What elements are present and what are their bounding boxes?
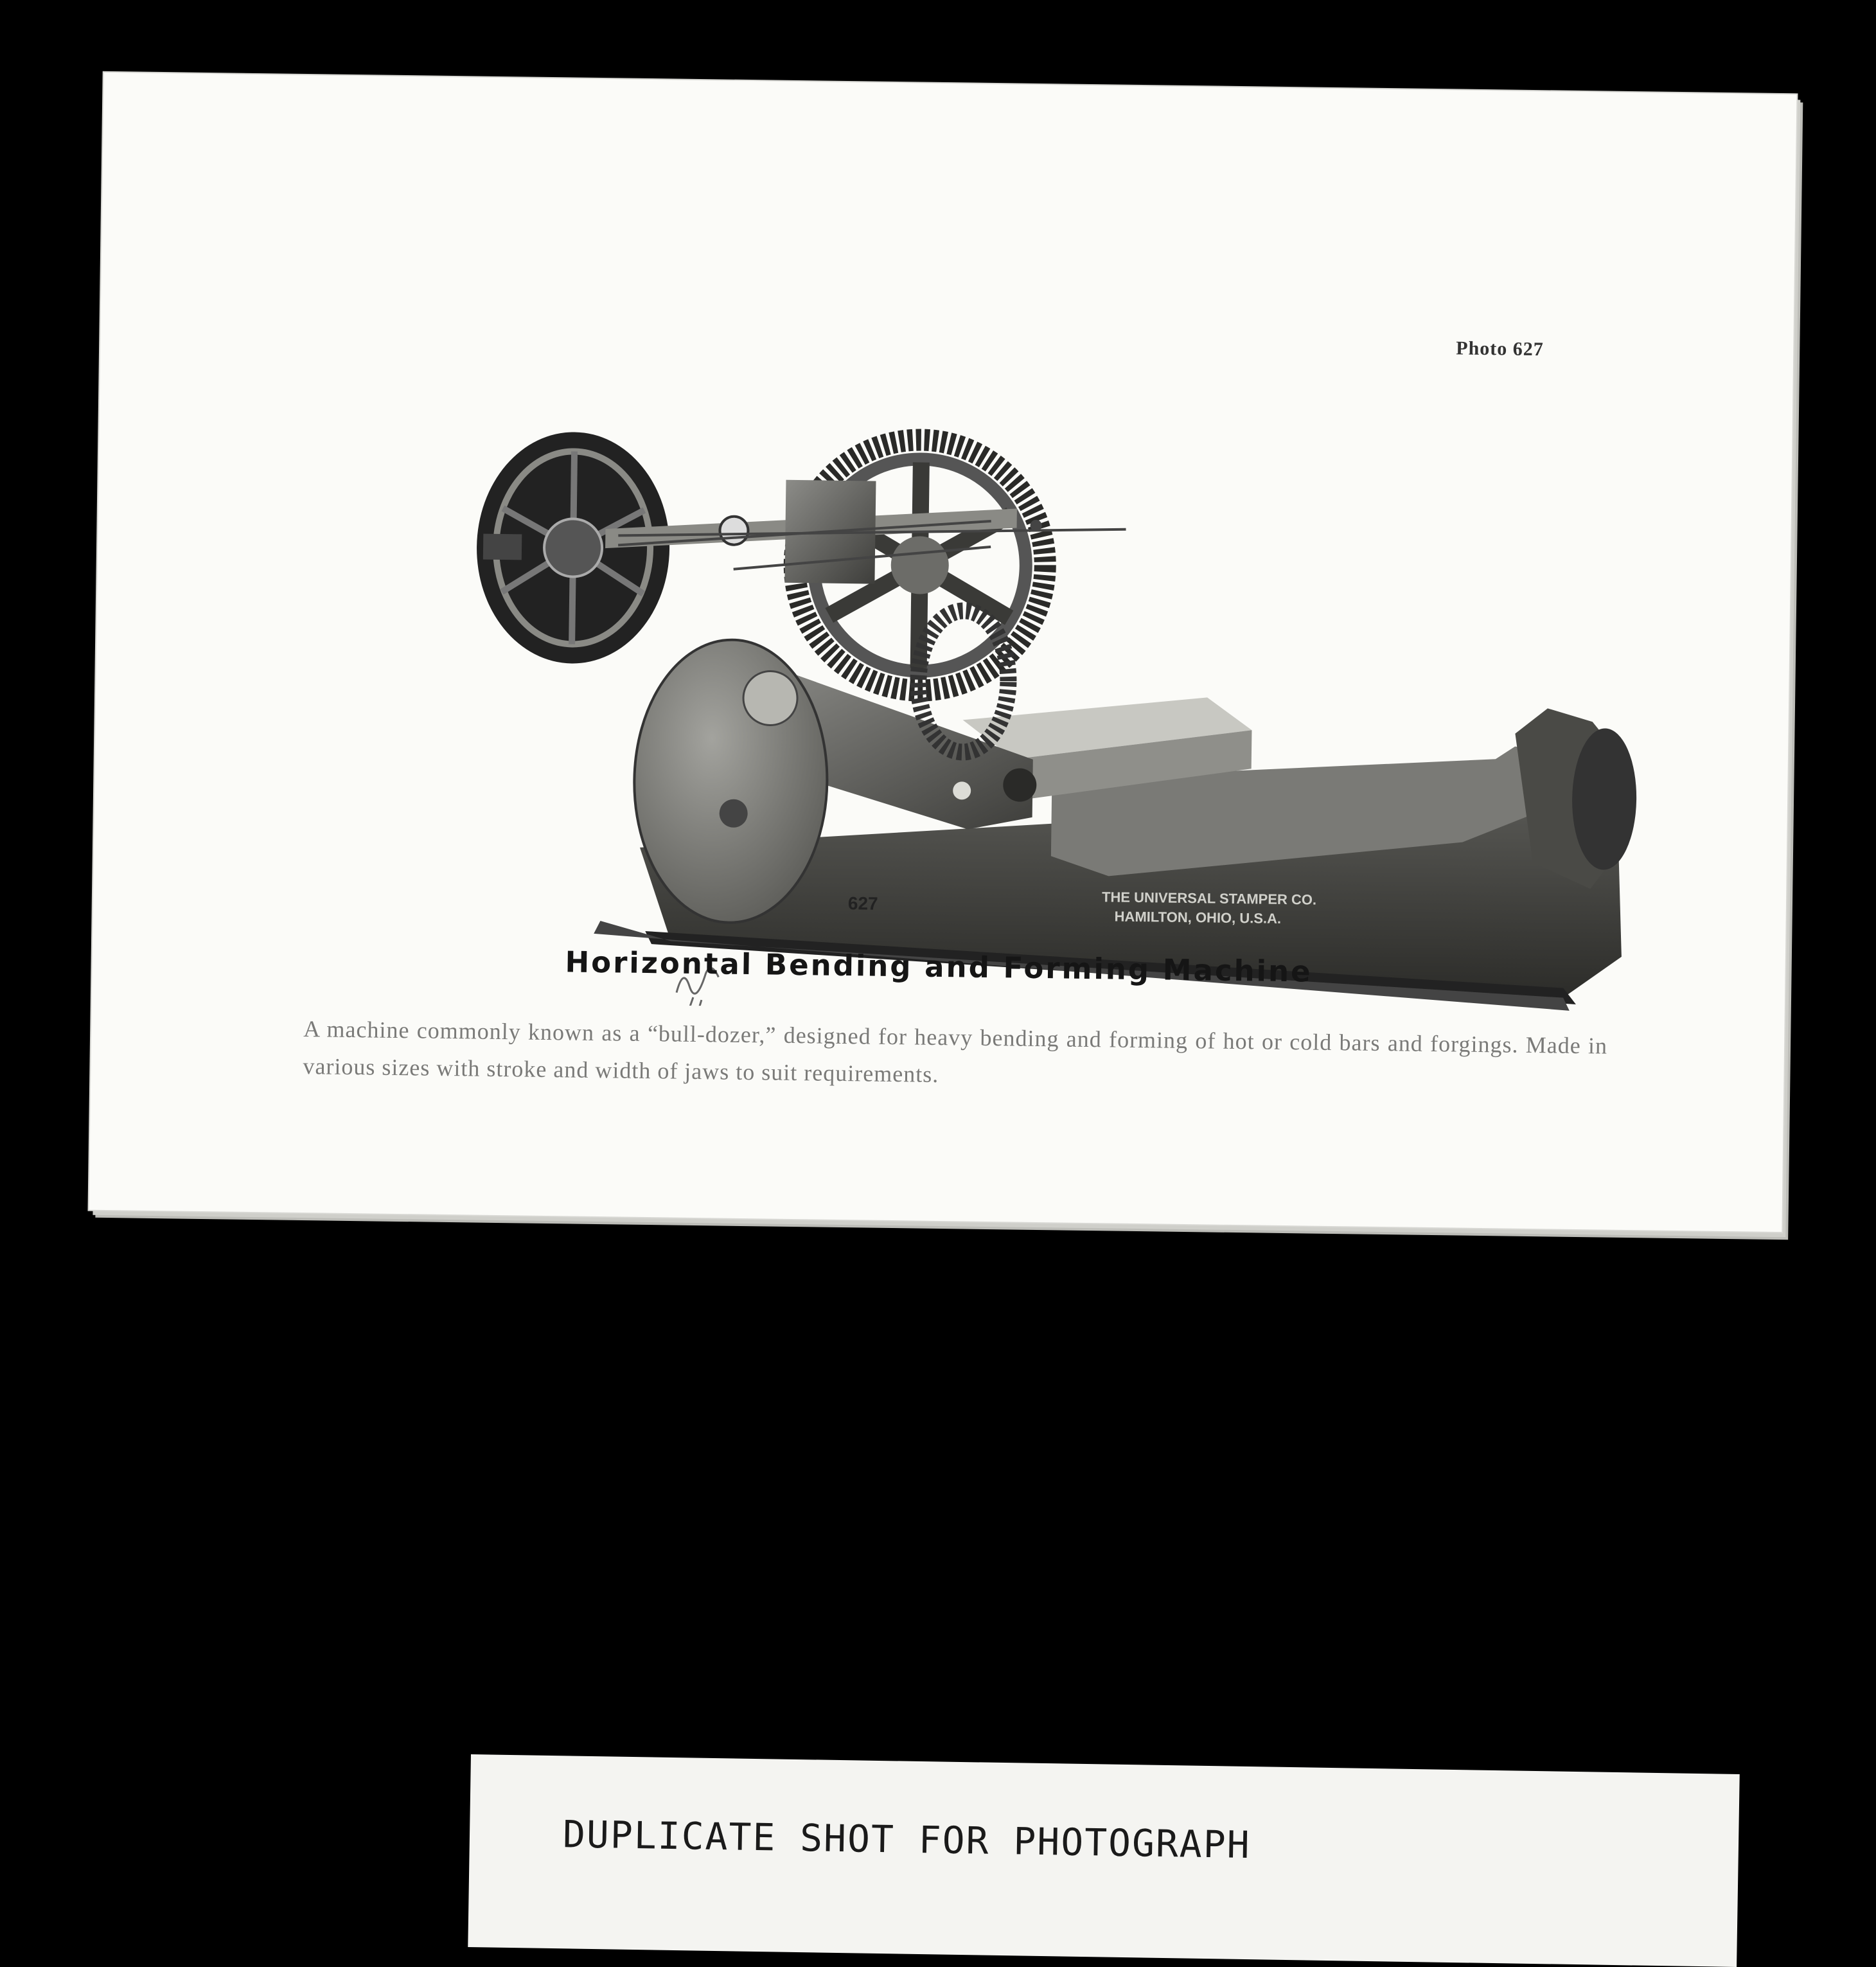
crank-disc bbox=[632, 639, 829, 924]
bending-machine-illustration bbox=[368, 333, 1694, 1019]
maker-plate-line-1: THE UNIVERSAL STAMPER CO. bbox=[1101, 889, 1317, 908]
caption-description: A machine commonly known as a “bull-dozer,” designed for heavy bending and forming of hot or cold bars and forgings. Made in various sizes with stroke and width of jaws to suit requirements. bbox=[303, 1016, 1608, 1087]
label-card bbox=[468, 1754, 1739, 1967]
label-card-text: DUPLICATE SHOT FOR PHOTOGRAPH bbox=[562, 1812, 1252, 1867]
flywheel bbox=[475, 431, 671, 665]
caption-title: Horizontal Bending and Forming Machine bbox=[565, 945, 1313, 989]
plate-number: 627 bbox=[847, 893, 878, 914]
maker-plate-line-2: HAMILTON, OHIO, U.S.A. bbox=[1114, 908, 1282, 927]
photo-reference: Photo 627 bbox=[1456, 337, 1544, 360]
catalog-page bbox=[89, 73, 1797, 1232]
